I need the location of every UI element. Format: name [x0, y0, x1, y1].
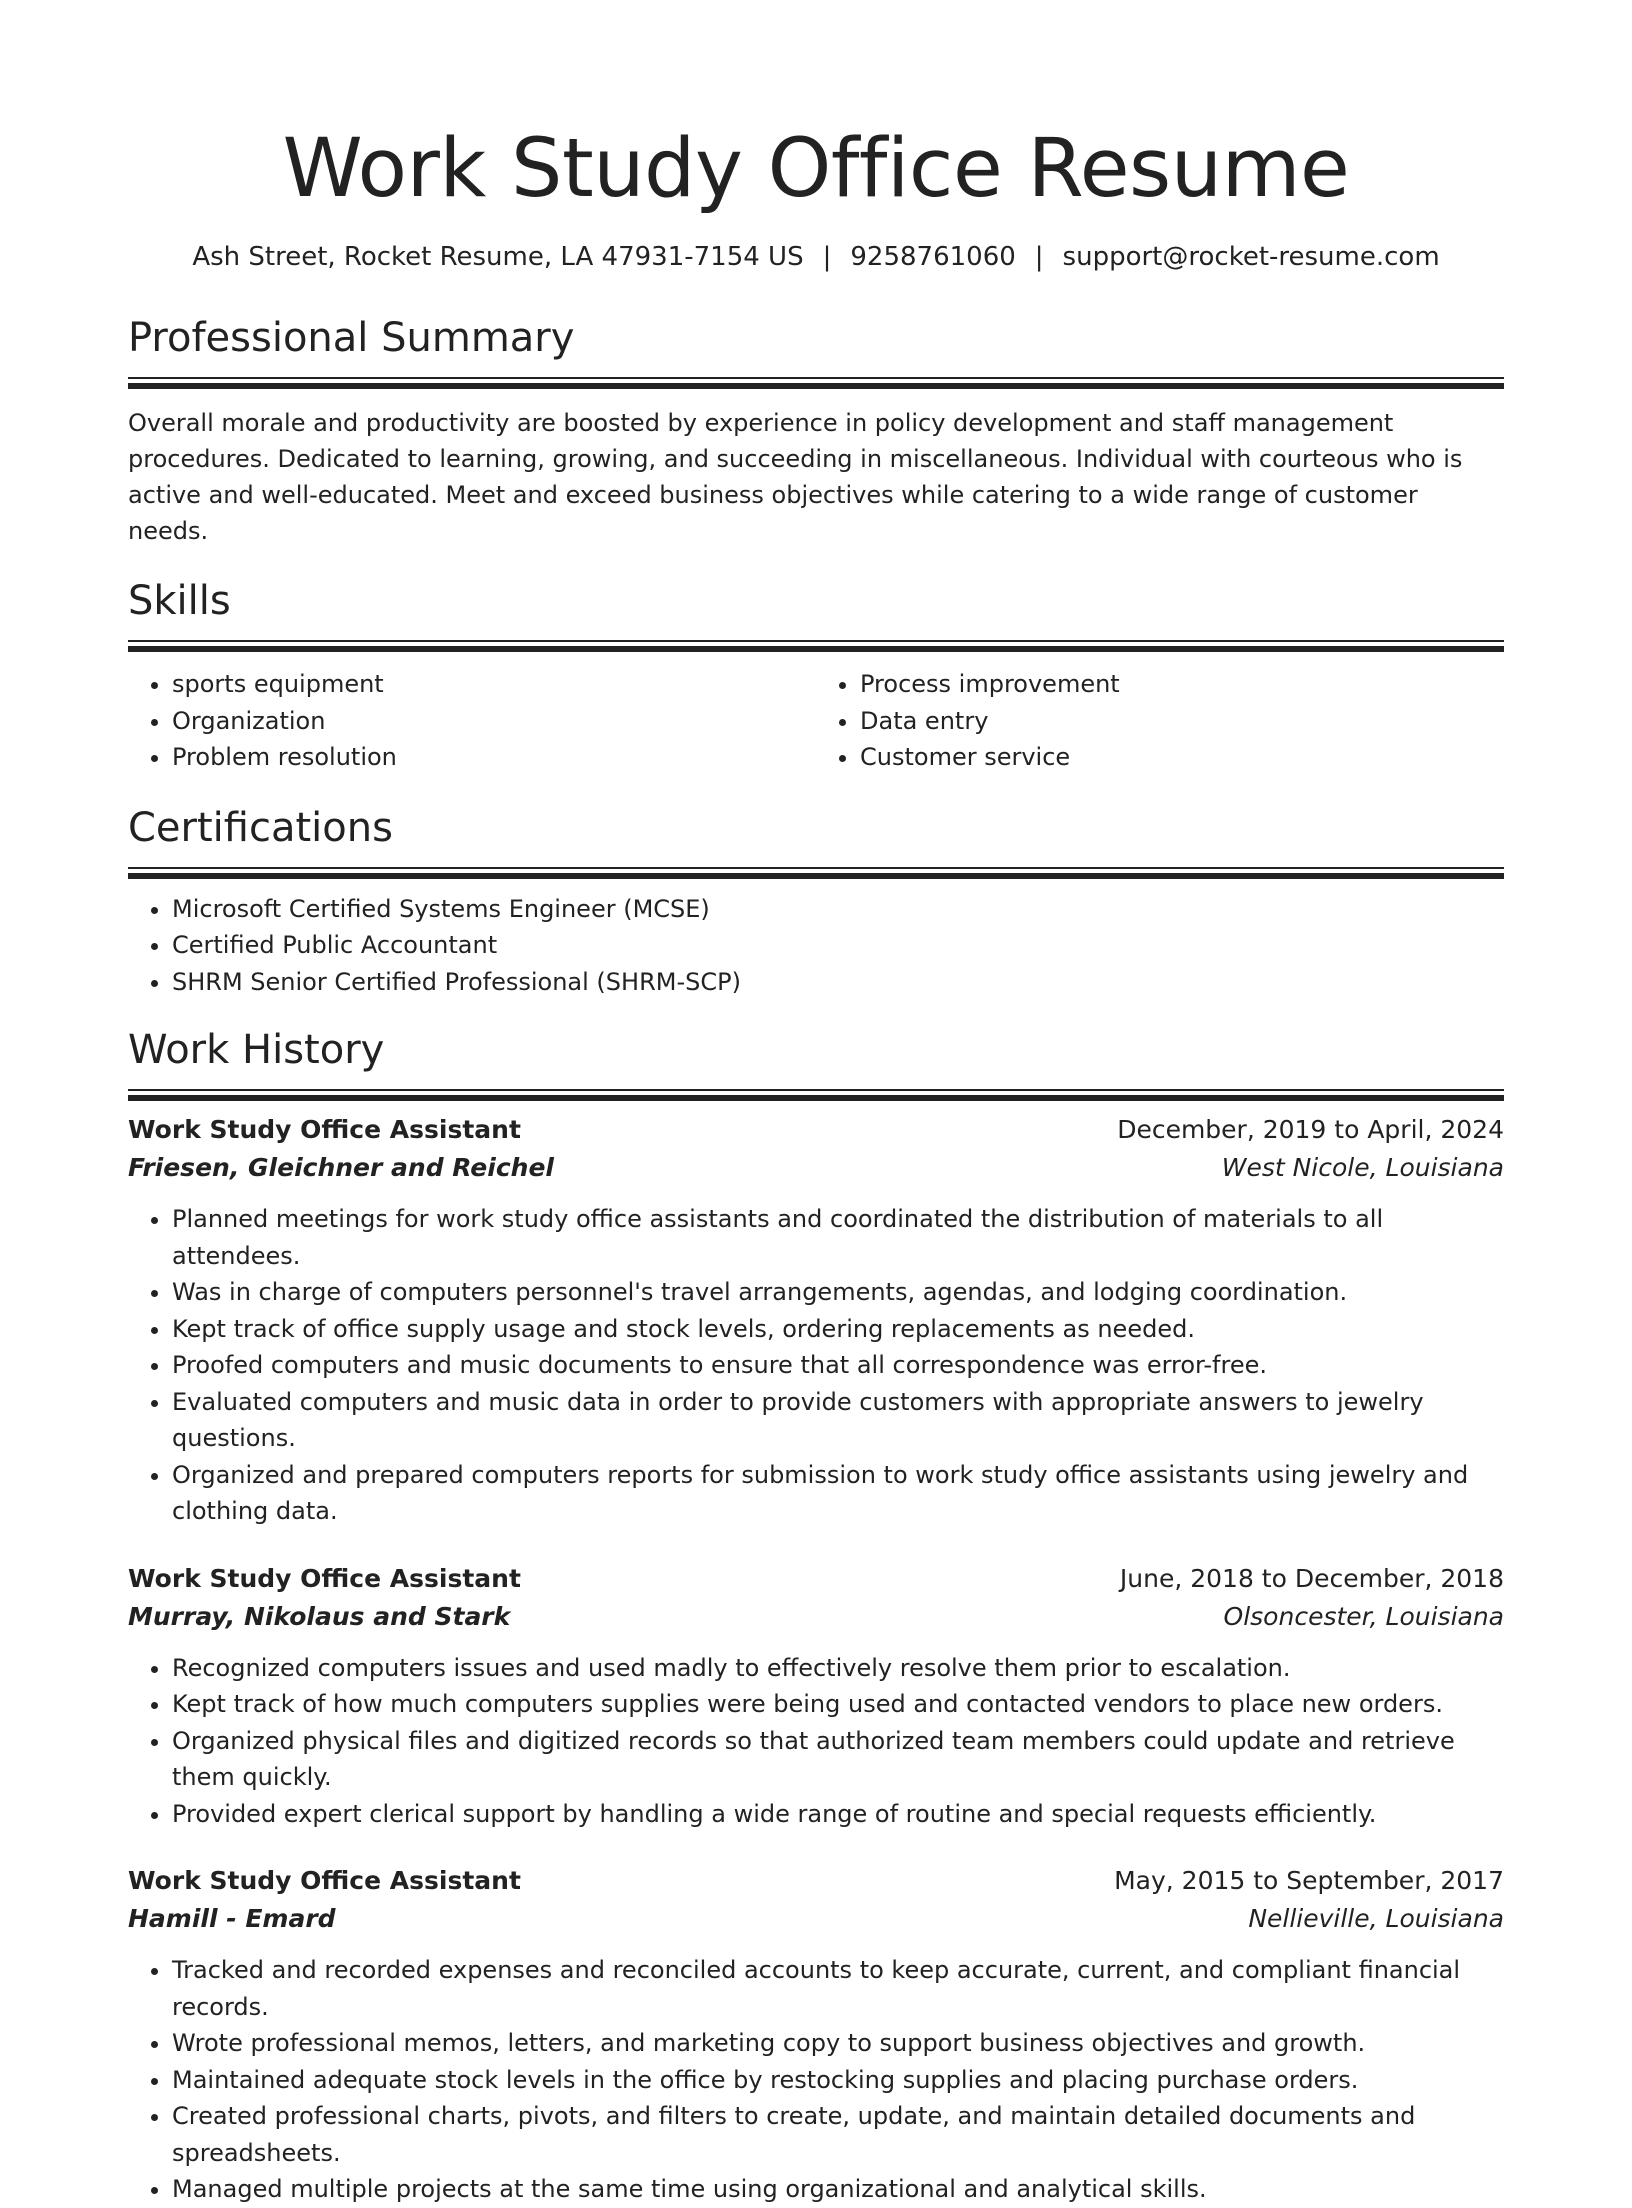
phone: 9258761060: [850, 242, 1016, 272]
certification-item: • SHRM Senior Certified Professional (SHRM-SCP): [172, 964, 1504, 1001]
section-heading: Professional Summary: [128, 315, 575, 361]
skills-columns: [128, 666, 1504, 776]
job-location: Olsoncester, Louisiana: [1223, 1601, 1504, 1631]
job-bullet: • Provided expert clerical support by handling a wide range of routine and special requests efficiently.: [172, 1796, 1504, 1833]
job-header: [128, 1862, 1504, 1900]
job-dates: June, 2018 to December, 2018: [1119, 1563, 1504, 1593]
certification-item: • Microsoft Certified Systems Engineer (MCSE): [172, 891, 1504, 928]
job-bullet: • Created professional charts, pivots, and filters to create, update, and maintain detailed documents and spreadsheets.: [172, 2098, 1504, 2171]
skill-item: • Customer service: [860, 739, 1504, 776]
skill-item: • Process improvement: [860, 666, 1504, 703]
section-divider: [128, 377, 1504, 387]
skill-item: • Organization: [172, 703, 816, 740]
job-header: [128, 1560, 1504, 1598]
job-bullet: • Maintained adequate stock levels in the office by restocking supplies and placing purchase orders.: [172, 2062, 1504, 2099]
job-bullet: • Evaluated computers and music data in order to provide customers with appropriate answers to jewelry questions.: [172, 1384, 1504, 1457]
summary-section: [128, 312, 1504, 549]
section-heading: Skills: [128, 578, 231, 624]
section-divider: [128, 867, 1504, 877]
job-company: Friesen, Gleichner and Reichel: [128, 1153, 554, 1182]
job-bullets: [128, 1952, 1504, 2208]
skills-section: [128, 575, 1504, 776]
job-bullet: • Recognized computers issues and used madly to effectively resolve them prior to escalation.: [172, 1650, 1504, 1687]
skills-list-right: [816, 666, 1504, 776]
certification-item: • Certified Public Accountant: [172, 927, 1504, 964]
job-dates: May, 2015 to September, 2017: [1114, 1866, 1504, 1895]
contact-separator: |: [1034, 242, 1044, 272]
job-dates: December, 2019 to April, 2024: [1117, 1115, 1504, 1144]
skills-list-left: [128, 666, 816, 776]
job-bullets: [128, 1650, 1504, 1833]
job-bullets: [128, 1201, 1504, 1530]
job-bullet: • Proofed computers and music documents to ensure that all correspondence was error-free.: [172, 1347, 1504, 1384]
job-entry: [128, 1560, 1504, 1833]
certifications-list: [128, 891, 1504, 1001]
address: Ash Street, Rocket Resume, LA 47931-7154 US: [192, 242, 804, 272]
job-bullet: • Organized physical files and digitized records so that authorized team members could update and retrieve them quickly.: [172, 1723, 1504, 1796]
job-subheader: [128, 1598, 1504, 1636]
job-entry: [128, 1111, 1504, 1530]
summary-text: Overall morale and productivity are boosted by experience in policy development and staff management procedures. Dedicated to learning, growing, and succeeding in miscellaneous. Individual with courteous who is active and well-educated. Meet and exceed business objectives while catering to a wide range of customer needs.: [128, 409, 1463, 545]
job-title: Work Study Office Assistant: [128, 1563, 521, 1593]
skill-item: • sports equipment: [172, 666, 816, 703]
job-bullet: • Planned meetings for work study office assistants and coordinated the distribution of materials to all attendees.: [172, 1201, 1504, 1274]
resume-title: Work Study Office Resume: [282, 122, 1350, 216]
job-entry: [128, 1862, 1504, 2208]
section-divider: [128, 640, 1504, 650]
job-subheader: [128, 1900, 1504, 1938]
job-company: Hamill - Emard: [128, 1904, 336, 1933]
job-location: West Nicole, Louisiana: [1221, 1153, 1504, 1182]
section-divider: [128, 1089, 1504, 1099]
section-heading: Certifications: [128, 804, 393, 851]
job-title: Work Study Office Assistant: [128, 1115, 521, 1144]
section-heading: Work History: [128, 1027, 385, 1073]
job-bullet: • Wrote professional memos, letters, and marketing copy to support business objectives and growth.: [172, 2025, 1504, 2062]
job-bullet: • Was in charge of computers personnel's travel arrangements, agendas, and lodging coordination.: [172, 1274, 1504, 1311]
skill-item: • Problem resolution: [172, 739, 816, 776]
job-bullet: • Kept track of how much computers supplies were being used and contacted vendors to place new orders.: [172, 1686, 1504, 1723]
contact-separator: |: [822, 242, 832, 272]
certifications-section: [128, 802, 1504, 1001]
job-bullet: • Organized and prepared computers reports for submission to work study office assistants using jewelry and clothing data.: [172, 1457, 1504, 1530]
work-history-section: [128, 1024, 1504, 2208]
job-bullet: • Kept track of office supply usage and stock levels, ordering replacements as needed.: [172, 1311, 1504, 1348]
job-company: Murray, Nikolaus and Stark: [128, 1601, 511, 1631]
job-bullet: • Tracked and recorded expenses and reconciled accounts to keep accurate, current, and compliant financial records.: [172, 1952, 1504, 2025]
job-title: Work Study Office Assistant: [128, 1866, 521, 1895]
job-bullet: • Managed multiple projects at the same time using organizational and analytical skills.: [172, 2171, 1504, 2208]
email: support@rocket-resume.com: [1062, 242, 1440, 272]
contact-line: [128, 240, 1504, 274]
skill-item: • Data entry: [860, 703, 1504, 740]
job-location: Nellieville, Louisiana: [1248, 1904, 1504, 1933]
job-subheader: [128, 1149, 1504, 1187]
job-header: [128, 1111, 1504, 1149]
